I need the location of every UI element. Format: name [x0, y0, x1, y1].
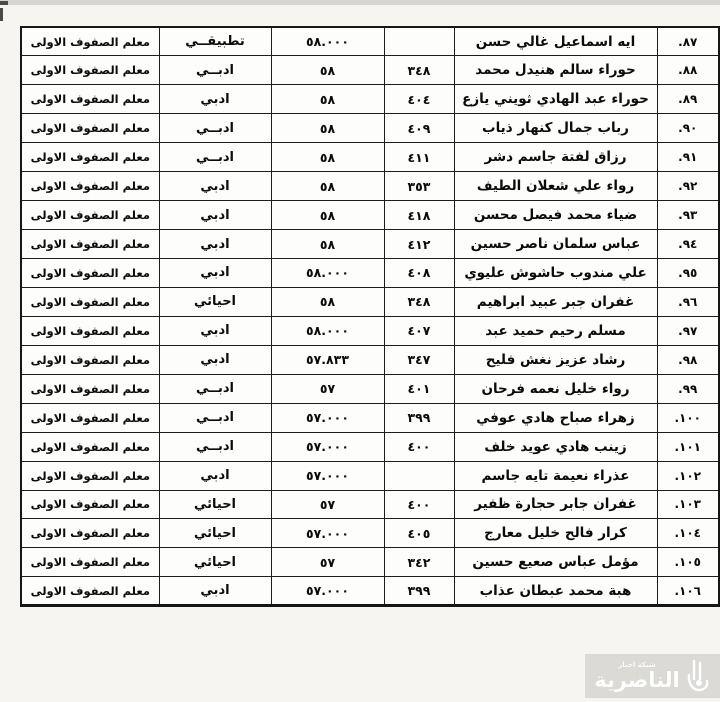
cell-name: كرار فالح خليل معارج: [454, 519, 657, 548]
cell-row-number: ٨٧.: [657, 27, 719, 56]
cell-name: حوراء سالم هنيدل محمد: [454, 56, 657, 85]
cell-role: معلم الصفوف الاولى: [21, 56, 159, 85]
cell-score: ٥٨: [271, 287, 384, 316]
cell-row-number: ٩١.: [657, 143, 719, 172]
cell-score: ٥٨: [271, 201, 384, 230]
cell-role: معلم الصفوف الاولى: [21, 201, 159, 230]
cell-exam-number: ٣٤٧: [384, 345, 454, 374]
cell-row-number: ١٠٠.: [657, 403, 719, 432]
cell-row-number: ٨٩.: [657, 85, 719, 114]
cell-role: معلم الصفوف الاولى: [21, 114, 159, 143]
cell-role: معلم الصفوف الاولى: [21, 548, 159, 577]
cell-exam-number: ٤٠١: [384, 374, 454, 403]
watermark-title: الناصرية: [594, 667, 680, 692]
table-row: [21, 548, 719, 577]
cell-row-number: ٩٦.: [657, 287, 719, 316]
table-row: [21, 114, 719, 143]
cell-name: حوراء عبد الهادي ثويني يازع: [454, 85, 657, 114]
table-body: [21, 27, 719, 606]
cell-role: معلم الصفوف الاولى: [21, 287, 159, 316]
cell-exam-number: ٣٩٩: [384, 403, 454, 432]
table-row: [21, 172, 719, 201]
cell-score: ٥٨: [271, 143, 384, 172]
cell-score: ٥٨.٠٠٠: [271, 259, 384, 288]
cell-score: ٥٧.٠٠٠: [271, 461, 384, 490]
cell-name: زهراء صباح هادي عوفي: [454, 403, 657, 432]
cell-stream: ادبــي: [159, 432, 271, 461]
cell-row-number: ٩٨.: [657, 345, 719, 374]
cell-score: ٥٧: [271, 374, 384, 403]
cell-row-number: ٨٨.: [657, 56, 719, 85]
cell-stream: احيائي: [159, 490, 271, 519]
cell-exam-number: ٤٠٠: [384, 432, 454, 461]
cell-role: معلم الصفوف الاولى: [21, 85, 159, 114]
cell-score: ٥٧: [271, 490, 384, 519]
cell-name: ايه اسماعيل غالي حسن: [454, 27, 657, 56]
table-row: [21, 201, 719, 230]
cell-score: ٥٨.٠٠٠: [271, 316, 384, 345]
cell-exam-number: ٤١١: [384, 143, 454, 172]
table-row: [21, 143, 719, 172]
cell-stream: ادبي: [159, 85, 271, 114]
cell-score: ٥٨: [271, 172, 384, 201]
cell-stream: ادبــي: [159, 143, 271, 172]
table-row: [21, 403, 719, 432]
cell-name: هبة محمد عبطان عذاب: [454, 577, 657, 606]
nasiriyah-logo-icon: [685, 658, 711, 694]
cell-row-number: ١٠٦.: [657, 577, 719, 606]
cell-row-number: ٩٤.: [657, 230, 719, 259]
cell-score: ٥٨: [271, 114, 384, 143]
cell-role: معلم الصفوف الاولى: [21, 461, 159, 490]
cell-score: ٥٨: [271, 56, 384, 85]
cell-name: رزاق لفتة جاسم دشر: [454, 143, 657, 172]
cell-name: مسلم رحيم حميد عبد: [454, 316, 657, 345]
cell-score: ٥٧.٠٠٠: [271, 577, 384, 606]
cell-row-number: ٩٧.: [657, 316, 719, 345]
cell-exam-number: ٣٤٨: [384, 287, 454, 316]
cell-exam-number: ٤٠٤: [384, 85, 454, 114]
cell-name: عذراء نعيمة تايه جاسم: [454, 461, 657, 490]
table-row: [21, 490, 719, 519]
cell-role: معلم الصفوف الاولى: [21, 143, 159, 172]
cell-score: ٥٨.٠٠٠: [271, 27, 384, 56]
cell-exam-number: ٣٩٩: [384, 577, 454, 606]
cell-stream: ادبي: [159, 230, 271, 259]
cell-exam-number: ٣٤٨: [384, 56, 454, 85]
cell-exam-number: ٤٠٩: [384, 114, 454, 143]
cell-exam-number: ٣٤٢: [384, 548, 454, 577]
table-row: [21, 27, 719, 56]
table-row: [21, 85, 719, 114]
cell-score: ٥٧.٨٣٣: [271, 345, 384, 374]
cell-role: معلم الصفوف الاولى: [21, 374, 159, 403]
cell-stream: ادبــي: [159, 403, 271, 432]
cell-row-number: ٩٩.: [657, 374, 719, 403]
cell-role: معلم الصفوف الاولى: [21, 432, 159, 461]
cell-row-number: ٩٠.: [657, 114, 719, 143]
table-row: [21, 345, 719, 374]
cell-exam-number: ٣٥٣: [384, 172, 454, 201]
cell-name: ضياء محمد فيصل محسن: [454, 201, 657, 230]
cell-exam-number: ٤٠٠: [384, 490, 454, 519]
table-row: [21, 461, 719, 490]
cell-role: معلم الصفوف الاولى: [21, 403, 159, 432]
cell-stream: احيائي: [159, 287, 271, 316]
cell-stream: ادبي: [159, 316, 271, 345]
table-row: [21, 374, 719, 403]
cell-role: معلم الصفوف الاولى: [21, 230, 159, 259]
cell-score: ٥٨: [271, 230, 384, 259]
cell-stream: ادبــي: [159, 114, 271, 143]
cell-name: رباب جمال كنهار ذياب: [454, 114, 657, 143]
table-row: [21, 230, 719, 259]
cell-row-number: ١٠١.: [657, 432, 719, 461]
table-row: [21, 432, 719, 461]
watermark-text: [594, 662, 680, 691]
cell-role: معلم الصفوف الاولى: [21, 519, 159, 548]
cell-exam-number: ٤٠٨: [384, 259, 454, 288]
cell-name: عباس سلمان ناصر حسين: [454, 230, 657, 259]
cell-name: مؤمل عباس صعيع حسين: [454, 548, 657, 577]
cell-stream: تطبيقــي: [159, 27, 271, 56]
cell-name: غفران جبر عبيد ابراهيم: [454, 287, 657, 316]
table-row: [21, 316, 719, 345]
cell-name: غفران جابر حجارة ظفير: [454, 490, 657, 519]
cell-role: معلم الصفوف الاولى: [21, 345, 159, 374]
cell-stream: ادبي: [159, 172, 271, 201]
cell-name: رواء خليل نعمه فرحان: [454, 374, 657, 403]
scan-speck: [0, 8, 3, 21]
cell-row-number: ١٠٢.: [657, 461, 719, 490]
cell-score: ٥٧: [271, 548, 384, 577]
cell-row-number: ١٠٤.: [657, 519, 719, 548]
cell-row-number: ٩٥.: [657, 259, 719, 288]
cell-stream: ادبي: [159, 577, 271, 606]
cell-row-number: ٩٢.: [657, 172, 719, 201]
cell-exam-number: ٤١٢: [384, 230, 454, 259]
cell-stream: ادبي: [159, 345, 271, 374]
cell-stream: ادبي: [159, 461, 271, 490]
cell-role: معلم الصفوف الاولى: [21, 27, 159, 56]
scan-edge-artifact: [0, 0, 720, 5]
cell-role: معلم الصفوف الاولى: [21, 172, 159, 201]
cell-name: رواء علي شعلان الطيف: [454, 172, 657, 201]
cell-role: معلم الصفوف الاولى: [21, 259, 159, 288]
table-row: [21, 56, 719, 85]
watermark-subtitle: شبكة اخبار: [618, 660, 656, 669]
cell-exam-number: ٤١٨: [384, 201, 454, 230]
cell-score: ٥٧.٠٠٠: [271, 519, 384, 548]
cell-row-number: ٩٣.: [657, 201, 719, 230]
cell-stream: ادبي: [159, 201, 271, 230]
cell-stream: ادبــي: [159, 374, 271, 403]
table-row: [21, 287, 719, 316]
table-row: [21, 519, 719, 548]
cell-name: رشاد عزيز نغش فليح: [454, 345, 657, 374]
cell-exam-number: [384, 461, 454, 490]
cell-score: ٥٧.٠٠٠: [271, 403, 384, 432]
cell-exam-number: ٤٠٥: [384, 519, 454, 548]
cell-score: ٥٧.٠٠٠: [271, 432, 384, 461]
cell-stream: ادبــي: [159, 56, 271, 85]
results-table: [20, 26, 720, 607]
cell-exam-number: [384, 27, 454, 56]
cell-score: ٥٨: [271, 85, 384, 114]
cell-role: معلم الصفوف الاولى: [21, 316, 159, 345]
cell-role: معلم الصفوف الاولى: [21, 490, 159, 519]
cell-row-number: ١٠٣.: [657, 490, 719, 519]
table-row: [21, 577, 719, 606]
cell-role: معلم الصفوف الاولى: [21, 577, 159, 606]
nasiriyah-news-watermark: [585, 654, 720, 698]
cell-stream: ادبي: [159, 259, 271, 288]
cell-row-number: ١٠٥.: [657, 548, 719, 577]
cell-stream: احيائي: [159, 519, 271, 548]
cell-exam-number: ٤٠٧: [384, 316, 454, 345]
scan-speck: [0, 1, 8, 5]
cell-stream: احيائي: [159, 548, 271, 577]
cell-name: زينب هادي عويد خلف: [454, 432, 657, 461]
table-row: [21, 259, 719, 288]
cell-name: علي مندوب حاشوش عليوي: [454, 259, 657, 288]
